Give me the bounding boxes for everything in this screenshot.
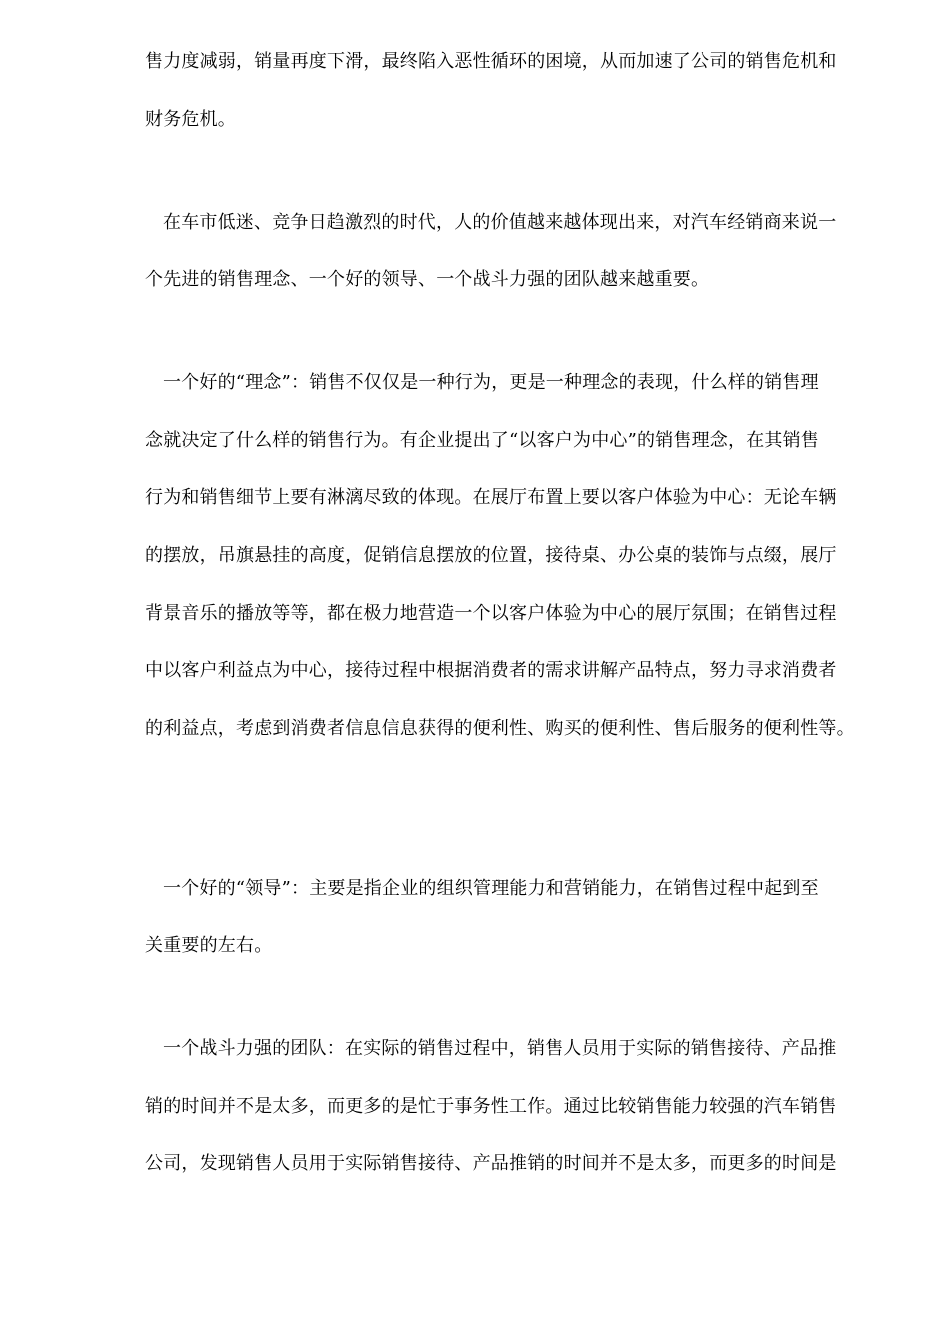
text-line: 念就决定了什么样的销售行为。有企业提出了“以客户为中心”的销售理念，在其销售 — [145, 430, 820, 451]
text-line: 销的时间并不是太多，而更多的是忙于事务性工作。通过比较销售能力较强的汽车销售 — [145, 1096, 837, 1117]
text-line: 的利益点，考虑到消费者信息信息获得的便利性、购买的便利性、售后服务的便利性等。 — [145, 718, 855, 739]
text-line: 一个好的“理念”：销售不仅仅是一种行为，更是一种理念的表现，什么样的销售理 — [163, 372, 819, 393]
text-line: 一个战斗力强的团队：在实际的销售过程中，销售人员用于实际的销售接待、产品推 — [163, 1038, 837, 1059]
text-line: 背景音乐的播放等等，都在极力地营造一个以客户体验为中心的展厅氛围；在销售过程 — [145, 603, 837, 624]
text-line: 关重要的左右。 — [145, 935, 273, 956]
text-line: 售力度减弱，销量再度下滑，最终陷入恶性循环的困境，从而加速了公司的销售危机和 — [145, 51, 837, 72]
text-line: 的摆放，吊旗悬挂的高度，促销信息摆放的位置，接待桌、办公桌的装饰与点缀，展厅 — [145, 545, 837, 566]
text-line: 一个好的“领导”：主要是指企业的组织管理能力和营销能力，在销售过程中起到至 — [163, 878, 819, 899]
text-line: 公司，发现销售人员用于实际销售接待、产品推销的时间并不是太多，而更多的时间是 — [145, 1153, 837, 1174]
text-line: 财务危机。 — [145, 109, 236, 130]
text-line: 中以客户利益点为中心，接待过程中根据消费者的需求讲解产品特点，努力寻求消费者 — [145, 660, 837, 681]
text-line: 在车市低迷、竞争日趋激烈的时代，人的价值越来越体现出来，对汽车经销商来说一 — [163, 212, 837, 233]
text-line: 行为和销售细节上要有淋漓尽致的体现。在展厅布置上要以客户体验为中心：无论车辆 — [145, 487, 837, 508]
text-line: 个先进的销售理念、一个好的领导、一个战斗力强的团队越来越重要。 — [145, 269, 710, 290]
